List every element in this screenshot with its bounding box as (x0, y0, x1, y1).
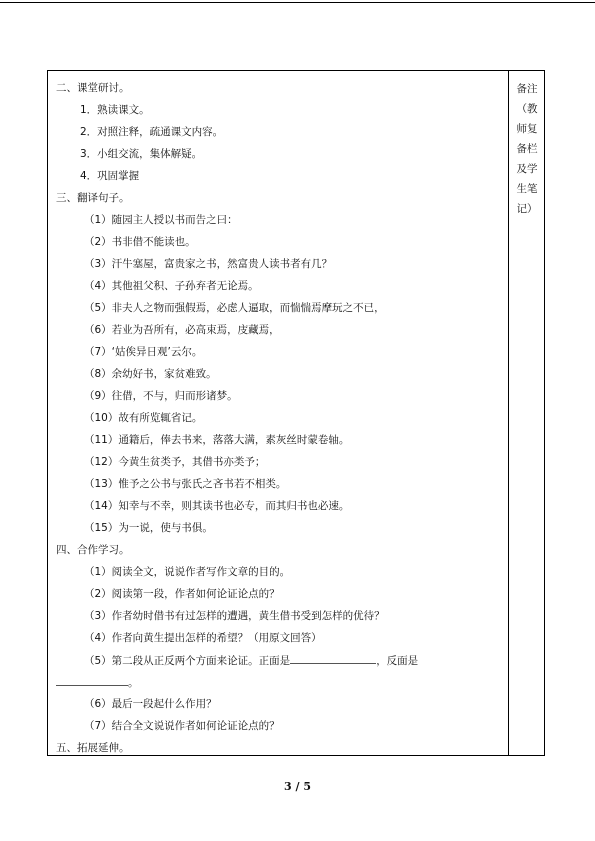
list-item: （13）惟予之公书与张氏之吝书若不相类。 (84, 478, 287, 490)
list-item: 4．巩固掌握 (80, 170, 140, 182)
header-rule (0, 2, 595, 3)
section-title: 四、合作学习。 (56, 544, 130, 556)
page-number: 3 / 5 (284, 780, 311, 793)
answer-blank[interactable] (290, 653, 376, 664)
item5-middle: ，反面是 (376, 655, 419, 667)
section-title: 二、课堂研讨。 (56, 82, 130, 94)
list-item: （2）书非借不能读也。 (84, 236, 196, 248)
list-item-continuation (56, 675, 139, 690)
list-item: （7）结合全文说说作者如何论证论点的？ (84, 720, 280, 732)
list-item-with-blanks (84, 653, 418, 668)
list-item: （12）今黄生贫类予，其借书亦类予； (84, 456, 266, 468)
list-item: （14）知幸与不幸，则其读书也必专，而其归书也必速。 (84, 500, 350, 512)
side-note-label: 备注（教师复备栏及学生笔记） (516, 83, 538, 215)
item5-end: 。 (128, 677, 139, 689)
list-item: （1）阅读全文，说说作者写作文章的目的。 (84, 566, 291, 578)
list-item: （4）其他祖父积、子孙弃者无论焉。 (84, 280, 259, 292)
list-item: （4）作者向黄生提出怎样的希望？（用原文回答） (84, 632, 322, 644)
list-item: （9）往借，不与，归而形诸梦。 (84, 390, 238, 402)
list-item: （2）阅读第一段，作者如何论证论点的？ (84, 588, 280, 600)
section-title: 五、拓展延伸。 (56, 742, 130, 754)
answer-blank[interactable] (56, 675, 128, 686)
main-content-cell (48, 71, 509, 755)
list-item: （11）通籍后，俸去书来，落落大满，素灰丝时蒙卷轴。 (84, 434, 350, 446)
list-item: （15）为一说，使与书俱。 (84, 522, 213, 534)
list-item: （6）若业为吾所有，必高束焉，庋藏焉， (84, 324, 280, 336)
item5-prefix: （5）第二段从正反两个方面来论证。正面是 (84, 655, 291, 667)
list-item: 2．对照注释，疏通课文内容。 (80, 126, 224, 138)
list-item: （10）故有所览辄省记。 (84, 412, 203, 424)
list-item: （3）汗牛塞屋，富贵家之书，然富贵人读书者有几？ (84, 258, 333, 270)
section-title: 三、翻译句子。 (56, 192, 130, 204)
list-item: （8）余幼好书，家贫难致。 (84, 368, 217, 380)
list-item: （7）‘姑俟异日观’云尔。 (84, 346, 203, 358)
list-item: 1．熟读课文。 (80, 104, 150, 116)
list-item: （3）作者幼时借书有过怎样的遭遇，黄生借书受到怎样的优待？ (84, 610, 385, 622)
list-item: 3．小组交流，集体解疑。 (80, 148, 203, 160)
notes-column (509, 71, 544, 755)
list-item: （6）最后一段起什么作用？ (84, 698, 217, 710)
list-item: （5）非夫人之物而强假焉，必虑人逼取，而惴惴焉摩玩之不已， (84, 302, 385, 314)
lesson-table (47, 70, 545, 756)
list-item: （1）随园主人授以书而告之曰： (84, 214, 238, 226)
